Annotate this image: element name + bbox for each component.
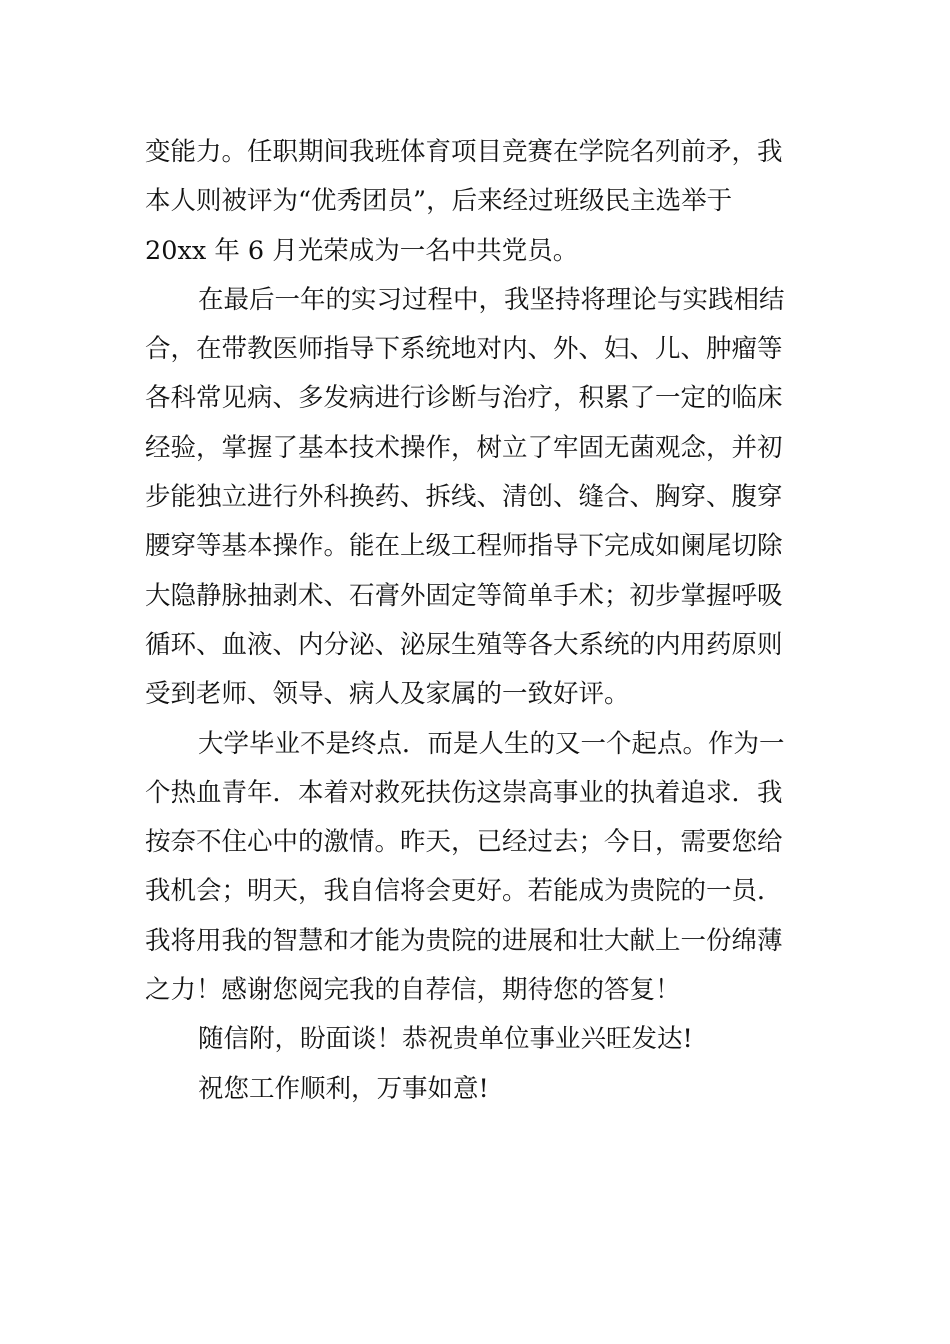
paragraph-line: 大学毕业不是终点．而是人生的又一个起点。作为一	[198, 728, 785, 759]
paragraph-line: 变能力。任职期间我班体育项目竞赛在学院名列前矛，我	[145, 137, 783, 167]
paragraph-career-continued	[145, 128, 815, 276]
paragraph-line: 合，在带教医师指导下系统地对内、外、妇、儿、肿瘤等	[145, 334, 783, 365]
paragraph-line: 我机会；明天，我自信将会更好。若能成为贵院的一员．	[145, 876, 783, 907]
closing-line-interview: 随信附，盼面谈！恭祝贵单位事业兴旺发达!	[198, 1024, 693, 1055]
closing-line-wishes: 祝您工作顺利，万事如意!	[198, 1073, 489, 1104]
paragraph-line: 步能独立进行外科换药、拆线、清创、缝合、胸穿、腹穿	[145, 482, 783, 513]
paragraph-internship	[145, 276, 815, 720]
paragraph-line: 20xx 年 6 月光荣成为一名中共党员。	[145, 235, 579, 266]
paragraph-line: 按奈不住心中的激情。昨天，已经过去；今日，需要您给	[145, 827, 783, 858]
paragraph-line: 经验，掌握了基本技术操作，树立了牢固无菌观念，并初	[145, 432, 783, 463]
paragraph-line: 腰穿等基本操作。能在上级工程师指导下完成如阑尾切除	[145, 531, 783, 562]
letter-body	[145, 128, 815, 1114]
paragraph-graduation	[145, 720, 815, 1016]
paragraph-line: 我将用我的智慧和才能为贵院的进展和壮大献上一份绵薄	[145, 925, 783, 956]
paragraph-line: 之力！感谢您阅完我的自荐信，期待您的答复！	[145, 975, 681, 1006]
paragraph-line: 循环、血液、内分泌、泌尿生殖等各大系统的内用药原则	[145, 629, 783, 660]
paragraph-line: 本人则被评为“优秀团员”，后来经过班级民主选举于	[145, 186, 733, 217]
paragraph-line: 个热血青年．本着对救死扶伤这崇高事业的执着追求．我	[145, 777, 783, 808]
paragraph-line: 受到老师、领导、病人及家属的一致好评。	[145, 679, 630, 710]
paragraph-line: 各科常见病、多发病进行诊断与治疗，积累了一定的临床	[145, 383, 783, 414]
paragraph-line: 在最后一年的实习过程中，我坚持将理论与实践相结	[198, 284, 785, 315]
paragraph-line: 大隐静脉抽剥术、石膏外固定等简单手术；初步掌握呼吸	[145, 580, 783, 611]
